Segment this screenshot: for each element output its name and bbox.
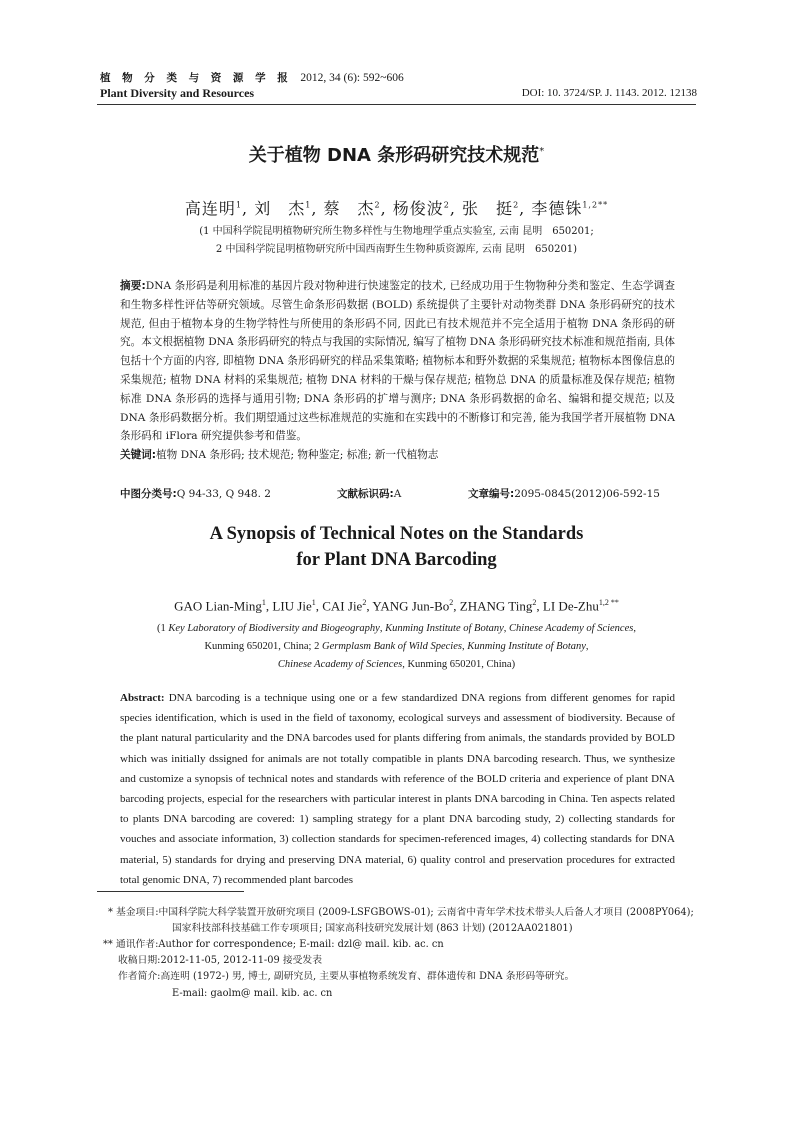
doc-code-value: A [393,488,402,500]
aff-text: , [633,623,636,634]
footnote-label: 收稿日期: [118,955,161,966]
author-cn-sup: 2 [513,200,520,210]
aff-text: Kunming Institute of Botany [467,641,586,652]
journal-title-cn: 植 物 分 类 与 资 源 学 报 [100,72,292,84]
author-cn: 杨俊波 [392,199,444,218]
aff-text: , [379,623,386,634]
aff-text: , Kunming 650201, China) [402,659,516,670]
author-en: CAI Jie [322,598,363,614]
footnote-mark: * [108,907,117,918]
author-cn: 蔡 杰 [323,199,375,218]
aff-text: Kunming 650201, China; 2 [204,641,322,652]
aff-text: , [461,641,468,652]
footnote-fund-cont: 国家科技部科技基础工作专项项目; 国家高科技研究发展计划 (863 计划) (2012AA021801) [172,923,573,934]
affiliation-en-1 [0,623,793,634]
clc [120,486,271,501]
aff-text: Kunming Institute of Botany [385,623,504,634]
title-cn-text: 关于植物 DNA 条形码研究技术规范 [248,145,540,166]
author-cn-sup: 1 [305,200,312,210]
author-en-sup: 2 [449,598,454,607]
footnote-fund [108,905,694,921]
author-en: LIU Jie [272,598,312,614]
title-en-line-2: for Plant DNA Barcoding [296,550,497,570]
affiliation-en-2 [0,641,793,652]
abstract-en-text: DNA barcoding is a technique using one or a few standardized DNA regions from different genomes for rapid species identification, which is used in the field of taxonomy, ecological surveys and assessment of biodiversity. Because of the plant natural particularity and the DNA barcodes used for plants differing from animals, the standards provided by BOLD which was initially dssigned for animals are not totally compatible in plants DNA barcoding research. Thus, we synthesize and customize a synopsis of technical notes and standards with reference of the BOLD criteria and experience of plant DNA barcoding projects, especial for the researchers with particular interest in plants DNA barcoding in China. Ten aspects related to plants DNA barcoding are covered: 1) sampling strategy for a plant DNA barcoding study, 2) collecting standards for vouches and associate information, 3) collection standards for specimen-referenced images, 4) collecting standards for DNA material, 5) standards for drying and preserving DNA material, 6) quality control and preservation procedures for extracted total genomic DNA, 7) recommended plant barcodes [120,692,676,886]
clc-value: Q 94-33, Q 948. 2 [176,488,271,500]
authors-cn: 高连明$^1$, 刘 杰$^1$, 蔡 杰$^2$, 杨俊波$^2$, 张 挺$^2$, 李德铢$^{1,2**}$ [184,199,609,218]
doc-code-label: 文献标识码: [337,488,394,500]
author-cn-sup: 1 [235,200,243,210]
author-en: ZHANG Ting [459,598,533,614]
affiliation-cn-1: (1 中国科学院昆明植物研究所生物多样性与生物地理学重点实验室, 云南 昆明 650201; [199,226,594,237]
footnote-bio [118,969,574,985]
author-cn-sup: 1,2** [582,200,609,210]
author-en-sup: 2 [532,598,537,607]
footnote-text: 中国科学院大科学装置开放研究项目 (2009-LSFGBOWS-01); 云南省中青年学术技术带头人后备人才项目 (2008PY064); [158,907,694,918]
title-en [0,521,793,573]
footnote-label: 作者简介: [118,971,161,982]
journal-title-en: Plant Diversity and Resources [100,86,255,100]
footnote-rule [97,891,244,892]
affiliation-cn-2: 2 中国科学院昆明植物研究所中国西南野生生物种质资源库, 云南 昆明 650201) [215,244,578,255]
abstract-en [120,688,675,890]
title-en-line-1: A Synopsis of Technical Notes on the Standards [209,524,584,544]
author-en: LI De-Zhu [542,598,599,614]
title-cn-mark: * [539,146,545,157]
footnote-text: 2012-11-05, 2012-11-09 接受发表 [160,955,323,966]
abstract-cn-text: DNA 条形码是利用标准的基因片段对物种进行快速鉴定的技术, 已经成功用于生物物种分类和鉴定、生态学调查和生物多样性评估等研究领域。尽管生命条形码数据 (BOLD) 系统提供了主要针对动物类群 DNA 条形码研究的技术规范, 但由于植物本身的生物学特性与所使用的条形码不同, 因此已有技术规范并不完全适用于植物 DNA 条形码的研究。本文根据植物 DNA 条形码研究的特点与我国的实际情况, 编写了植物 DNA 条形码研究技术标准和规范指南, 具体包括十个方面的内容, 即植物 DNA 条形码研究的样品采集策略; 植物标本和野外数据的采集规范; 植物标本图像信息的采集规范; 植物 DNA 材料的采集规范; 植物 DNA 材料的干燥与保存规范; 植物总 DNA 的质量标准及保存规范; 植物标准 DNA 条形码的选择与通用引物; DNA 条形码的扩增与测序; DNA 条形码数据的命名、编辑和提交规范; 以及 DNA 条形码数据分析。我们期望通过这些标准规范的实施和在实践中的不断修订和完善, 能为我国学者开展植物 DNA 条形码和 iFlora 研究提供参考和借鉴。 [120,280,675,443]
footnote-mark: ** [103,939,116,950]
aff-text: (1 [157,623,169,634]
title-cn [0,141,793,167]
footnote-text: 高连明 (1972-) 男, 博士, 副研究员, 主要从事植物系统发育、群体遗传和 DNA 条形码等研究。 [160,971,575,982]
aff-text: Chinese Academy of Sciences [277,659,403,670]
aff-text: , [585,641,589,652]
abstract-cn-label: 摘要: [120,280,146,292]
author-en-sup: 1,2 ** [598,598,619,607]
doi: DOI: 10. 3724/SP. J. 1143. 2012. 12138 [521,87,697,99]
keywords: 植物 DNA 条形码; 技术规范; 物种鉴定; 标准; 新一代植物志 [156,449,439,462]
footnote-received [118,953,322,969]
article-no-value: 2095-0845(2012)06-592-15 [514,488,660,500]
author-cn-sup: 2 [374,200,381,210]
article-no [468,486,660,501]
running-header-cn [100,70,404,85]
affiliation-en-3 [0,659,793,670]
footnote-label: 通讯作者: [115,939,159,950]
article-no-label: 文章编号: [468,488,515,500]
abstract-cn [120,277,675,465]
footnote-corr [103,937,444,953]
abstract-en-label: Abstract: [120,692,165,704]
author-cn-sup: 2 [443,200,450,210]
clc-label: 中图分类号: [120,488,177,500]
journal-issue: 2012, 34 (6): 592~606 [300,72,404,84]
header-rule [97,104,696,105]
authors-en: GAO Lian-Ming$^1$, LIU Jie$^1$, CAI Jie$^2$, YANG Jun-Bo$^2$, ZHANG Ting$^2$, LI De-Zhu$^{1,2 **}$ [174,598,619,614]
author-cn: 高连明 [184,199,236,218]
footnote-email: E-mail: gaolm@ mail. kib. ac. cn [172,988,333,999]
keywords-label: 关键词: [120,449,157,462]
author-en: YANG Jun-Bo [372,598,450,614]
footnote-label: 基金项目: [116,907,159,918]
author-en-sup: 1 [261,598,266,607]
author-en-sup: 2 [362,598,367,607]
doc-code [337,486,401,501]
aff-text: Chinese Academy of Sciences [509,623,634,634]
author-en: GAO Lian-Ming [174,598,262,614]
aff-text: Germplasm Bank of Wild Species [321,641,462,652]
aff-text: , [503,623,510,634]
author-cn: 李德铢 [531,199,583,218]
author-cn: 刘 杰 [254,199,306,218]
author-cn: 张 挺 [462,199,514,218]
footnote-text: Author for correspondence; E-mail: dzl@ mail. kib. ac. cn [158,939,444,950]
aff-text: Key Laboratory of Biodiversity and Biogeography [168,623,380,634]
author-en-sup: 1 [311,598,316,607]
